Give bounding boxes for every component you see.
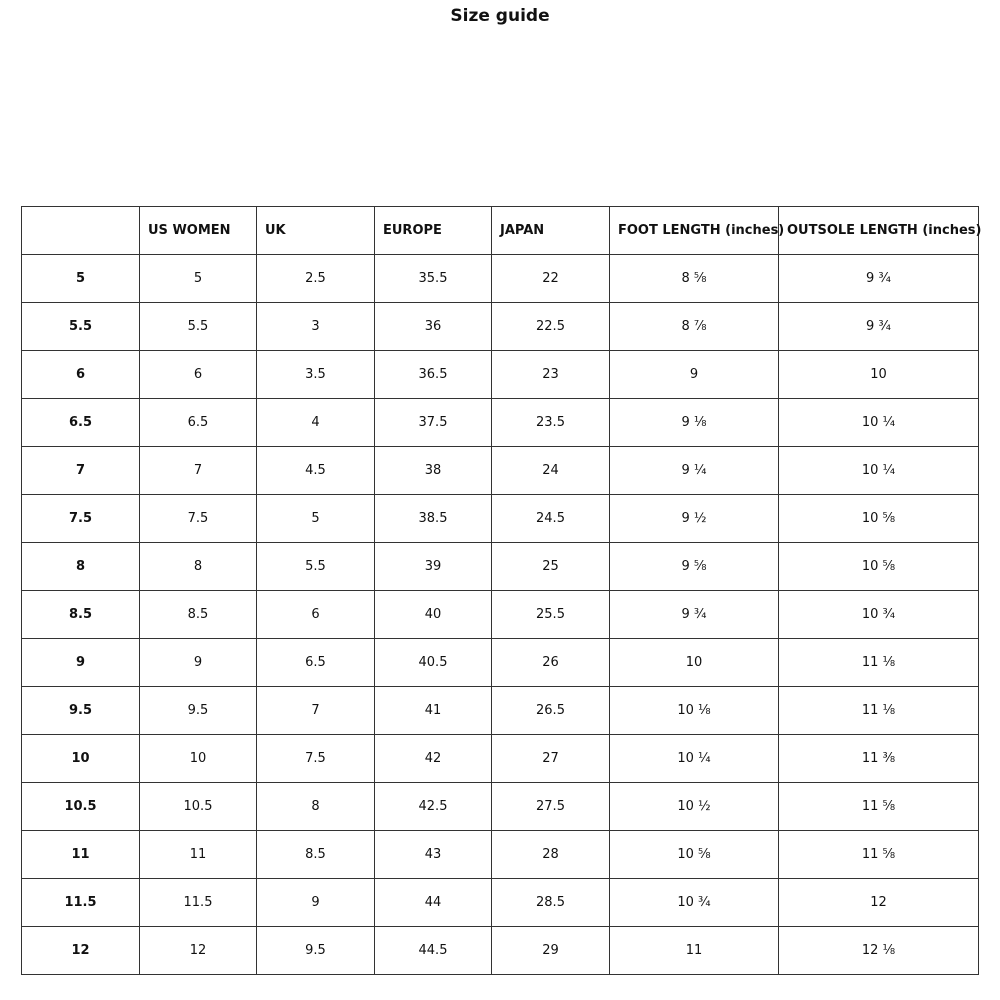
outsole-length-cell: 11 ⅝ (779, 783, 979, 831)
outsole-length-cell: 11 ⅛ (779, 687, 979, 735)
europe-cell: 44 (375, 879, 492, 927)
us-size-label: 7.5 (22, 495, 140, 543)
table-row (22, 735, 979, 783)
foot-length-cell: 10 ½ (610, 783, 779, 831)
us-size-label: 6 (22, 351, 140, 399)
us-size-label: 5.5 (22, 303, 140, 351)
europe-cell: 40.5 (375, 639, 492, 687)
europe-cell: 39 (375, 543, 492, 591)
table-row (22, 879, 979, 927)
europe-cell: 35.5 (375, 255, 492, 303)
outsole-length-cell: 10 ¼ (779, 399, 979, 447)
us-women-cell: 8.5 (140, 591, 257, 639)
outsole-length-cell: 10 (779, 351, 979, 399)
uk-cell: 6 (257, 591, 375, 639)
table-row (22, 687, 979, 735)
us-size-label: 12 (22, 927, 140, 975)
foot-length-cell: 10 ⅛ (610, 687, 779, 735)
foot-length-cell: 9 ⅛ (610, 399, 779, 447)
outsole-length-cell: 10 ⅝ (779, 543, 979, 591)
japan-cell: 23.5 (492, 399, 610, 447)
japan-cell: 26 (492, 639, 610, 687)
table-row (22, 831, 979, 879)
foot-length-cell: 9 ½ (610, 495, 779, 543)
table-row (22, 447, 979, 495)
us-size-label: 11 (22, 831, 140, 879)
foot-length-cell: 8 ⅝ (610, 255, 779, 303)
header-row (22, 207, 979, 255)
table-body (22, 255, 979, 975)
europe-cell: 44.5 (375, 927, 492, 975)
europe-cell: 42.5 (375, 783, 492, 831)
us-size-label: 8 (22, 543, 140, 591)
japan-cell: 27 (492, 735, 610, 783)
japan-cell: 23 (492, 351, 610, 399)
us-women-cell: 5.5 (140, 303, 257, 351)
uk-cell: 8.5 (257, 831, 375, 879)
us-women-cell: 12 (140, 927, 257, 975)
us-size-label: 10.5 (22, 783, 140, 831)
europe-cell: 36 (375, 303, 492, 351)
europe-cell: 40 (375, 591, 492, 639)
uk-cell: 9.5 (257, 927, 375, 975)
foot-length-cell: 10 ¾ (610, 879, 779, 927)
europe-cell: 41 (375, 687, 492, 735)
japan-cell: 25 (492, 543, 610, 591)
uk-cell: 3 (257, 303, 375, 351)
uk-cell: 7.5 (257, 735, 375, 783)
header-japan: JAPAN (492, 207, 610, 255)
japan-cell: 24 (492, 447, 610, 495)
europe-cell: 38 (375, 447, 492, 495)
europe-cell: 43 (375, 831, 492, 879)
header-uk: UK (257, 207, 375, 255)
europe-cell: 42 (375, 735, 492, 783)
outsole-length-cell: 9 ¾ (779, 255, 979, 303)
uk-cell: 3.5 (257, 351, 375, 399)
uk-cell: 4.5 (257, 447, 375, 495)
us-women-cell: 6 (140, 351, 257, 399)
outsole-length-cell: 11 ⅛ (779, 639, 979, 687)
uk-cell: 7 (257, 687, 375, 735)
us-women-cell: 9.5 (140, 687, 257, 735)
foot-length-cell: 9 ¾ (610, 591, 779, 639)
foot-length-cell: 10 ¼ (610, 735, 779, 783)
table-row (22, 543, 979, 591)
japan-cell: 22.5 (492, 303, 610, 351)
us-size-label: 10 (22, 735, 140, 783)
foot-length-cell: 10 ⅝ (610, 831, 779, 879)
uk-cell: 9 (257, 879, 375, 927)
foot-length-cell: 9 ⅝ (610, 543, 779, 591)
table-row (22, 591, 979, 639)
outsole-length-cell: 10 ⅝ (779, 495, 979, 543)
us-size-label: 5 (22, 255, 140, 303)
table-row (22, 639, 979, 687)
table-row (22, 783, 979, 831)
us-size-label: 9.5 (22, 687, 140, 735)
uk-cell: 2.5 (257, 255, 375, 303)
us-size-label: 6.5 (22, 399, 140, 447)
uk-cell: 6.5 (257, 639, 375, 687)
header-europe: EUROPE (375, 207, 492, 255)
foot-length-cell: 10 (610, 639, 779, 687)
outsole-length-cell: 11 ⅜ (779, 735, 979, 783)
japan-cell: 28 (492, 831, 610, 879)
europe-cell: 38.5 (375, 495, 492, 543)
table-row (22, 255, 979, 303)
us-size-label: 9 (22, 639, 140, 687)
table-row (22, 927, 979, 975)
us-women-cell: 7 (140, 447, 257, 495)
uk-cell: 5 (257, 495, 375, 543)
us-women-cell: 10 (140, 735, 257, 783)
table-row (22, 303, 979, 351)
page-title: Size guide (450, 6, 550, 26)
us-women-cell: 7.5 (140, 495, 257, 543)
us-women-cell: 6.5 (140, 399, 257, 447)
foot-length-cell: 9 (610, 351, 779, 399)
foot-length-cell: 9 ¼ (610, 447, 779, 495)
japan-cell: 24.5 (492, 495, 610, 543)
outsole-length-cell: 10 ¼ (779, 447, 979, 495)
table-row (22, 351, 979, 399)
outsole-length-cell: 9 ¾ (779, 303, 979, 351)
outsole-length-cell: 10 ¾ (779, 591, 979, 639)
us-women-cell: 9 (140, 639, 257, 687)
us-size-label: 11.5 (22, 879, 140, 927)
foot-length-cell: 11 (610, 927, 779, 975)
us-women-cell: 5 (140, 255, 257, 303)
us-women-cell: 11.5 (140, 879, 257, 927)
us-size-label: 7 (22, 447, 140, 495)
us-women-cell: 10.5 (140, 783, 257, 831)
japan-cell: 29 (492, 927, 610, 975)
header-outsole-length: OUTSOLE LENGTH (inches) (779, 207, 979, 255)
outsole-length-cell: 12 ⅛ (779, 927, 979, 975)
us-women-cell: 11 (140, 831, 257, 879)
uk-cell: 5.5 (257, 543, 375, 591)
outsole-length-cell: 12 (779, 879, 979, 927)
header-foot-length: FOOT LENGTH (inches) (610, 207, 779, 255)
japan-cell: 22 (492, 255, 610, 303)
table-row (22, 495, 979, 543)
uk-cell: 4 (257, 399, 375, 447)
foot-length-cell: 8 ⅞ (610, 303, 779, 351)
europe-cell: 37.5 (375, 399, 492, 447)
japan-cell: 26.5 (492, 687, 610, 735)
outsole-length-cell: 11 ⅝ (779, 831, 979, 879)
us-women-cell: 8 (140, 543, 257, 591)
japan-cell: 28.5 (492, 879, 610, 927)
japan-cell: 27.5 (492, 783, 610, 831)
uk-cell: 8 (257, 783, 375, 831)
table-row (22, 399, 979, 447)
japan-cell: 25.5 (492, 591, 610, 639)
header-blank (22, 207, 140, 255)
us-size-label: 8.5 (22, 591, 140, 639)
header-us-women: US WOMEN (140, 207, 257, 255)
size-guide-table (21, 206, 982, 975)
europe-cell: 36.5 (375, 351, 492, 399)
